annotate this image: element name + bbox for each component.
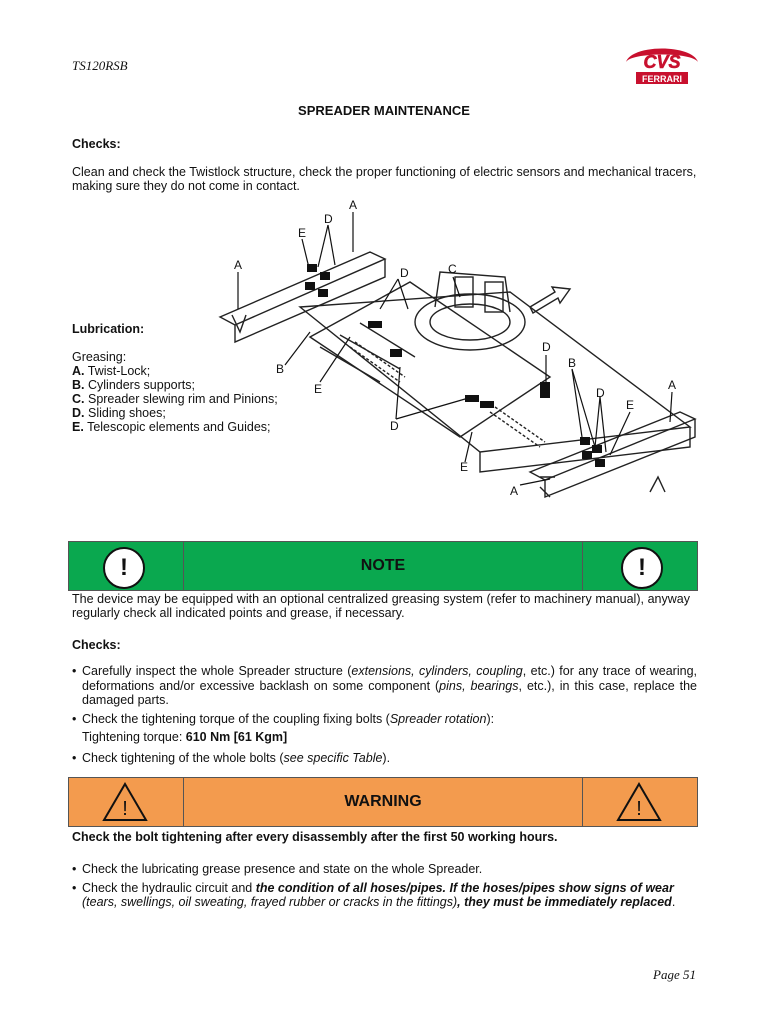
lube-item-e: E. Telescopic elements and Guides; [72,420,271,434]
document-model: TS120RSB [72,58,128,73]
lubrication-heading: Lubrication: [72,322,145,336]
diagram-label: A [234,258,243,272]
checks-heading: Checks: [72,137,121,151]
diagram-label: C [448,262,457,276]
exclamation-icon: ! [621,547,663,589]
checks-heading-2: Checks: [72,638,121,652]
svg-text:!: ! [122,798,128,820]
svg-text:CVS: CVS [643,52,681,72]
diagram-label: D [542,340,551,354]
svg-text:!: ! [636,798,642,820]
final-list [72,862,697,914]
cvs-ferrari-logo [622,42,702,88]
diagram-label: D [390,419,399,433]
list-item: • Carefully inspect the whole Spreader structure (extensions, cylinders, coupling, etc.) for any trace of wearing, deformations and/or excessive backlash on some component (pins, bearings, etc.), in this case, replace the damaged parts. [72,664,697,707]
warning-triangle-icon [616,782,662,822]
note-banner [68,541,698,591]
diagram-label: D [596,386,605,400]
note-label: NOTE [184,541,582,591]
diagram-label: A [510,484,519,498]
exclamation-icon: ! [103,547,145,589]
diagram-label: B [276,362,285,376]
diagram-label: A [668,378,677,392]
checks-paragraph: Clean and check the Twistlock structure, check the proper functioning of electric sensors and mechanical tracers, making sure they do not come in contact. [72,165,697,193]
diagram-label: D [400,266,409,280]
list-item: • Check the tightening torque of the coupling fixing bolts (Spreader rotation): [72,711,495,726]
greasing-label: Greasing: [72,350,127,364]
lube-item-c: C. Spreader slewing rim and Pinions; [72,392,278,406]
warning-label: WARNING [184,777,582,827]
checks-list [72,664,697,769]
warning-banner [68,777,698,827]
spreader-diagram [210,197,710,500]
list-item: • Check the hydraulic circuit and the condition of all hoses/pipes. If the hoses/pipes show signs of wear (tears, swellings, oil sweating, frayed rubber or cracks in the fittings), they must be immediately replaced. [72,880,676,909]
diagram-label: A [349,198,358,212]
lube-item-b: B. Cylinders supports; [72,378,195,392]
diagram-label: E [298,226,307,240]
lube-item-d: D. Sliding shoes; [72,406,166,420]
warning-triangle-icon [102,782,148,822]
diagram-label: E [626,398,635,412]
note-text: The device may be equipped with an optional centralized greasing system (refer to machinery manual), anyway regularly check all indicated points and grease, if necessary. [72,592,690,620]
list-item: • Check tightening of the whole bolts (see specific Table). [72,750,391,765]
diagram-label: E [314,382,323,396]
torque-line: Tightening torque: 610 Nm [61 Kgm] [82,730,288,744]
diagram-label: E [460,460,469,474]
warning-text: Check the bolt tightening after every disassembly after the first 50 working hours. [72,830,558,844]
list-item: • Check the lubricating grease presence and state on the whole Spreader. [72,862,483,876]
page-title: SPREADER MAINTENANCE [298,103,470,118]
diagram-label: D [324,212,333,226]
svg-text:FERRARI: FERRARI [642,74,682,84]
lube-item-a: A. Twist-Lock; [72,364,151,378]
diagram-label: B [568,356,577,370]
page-number: Page 51 [653,967,696,982]
